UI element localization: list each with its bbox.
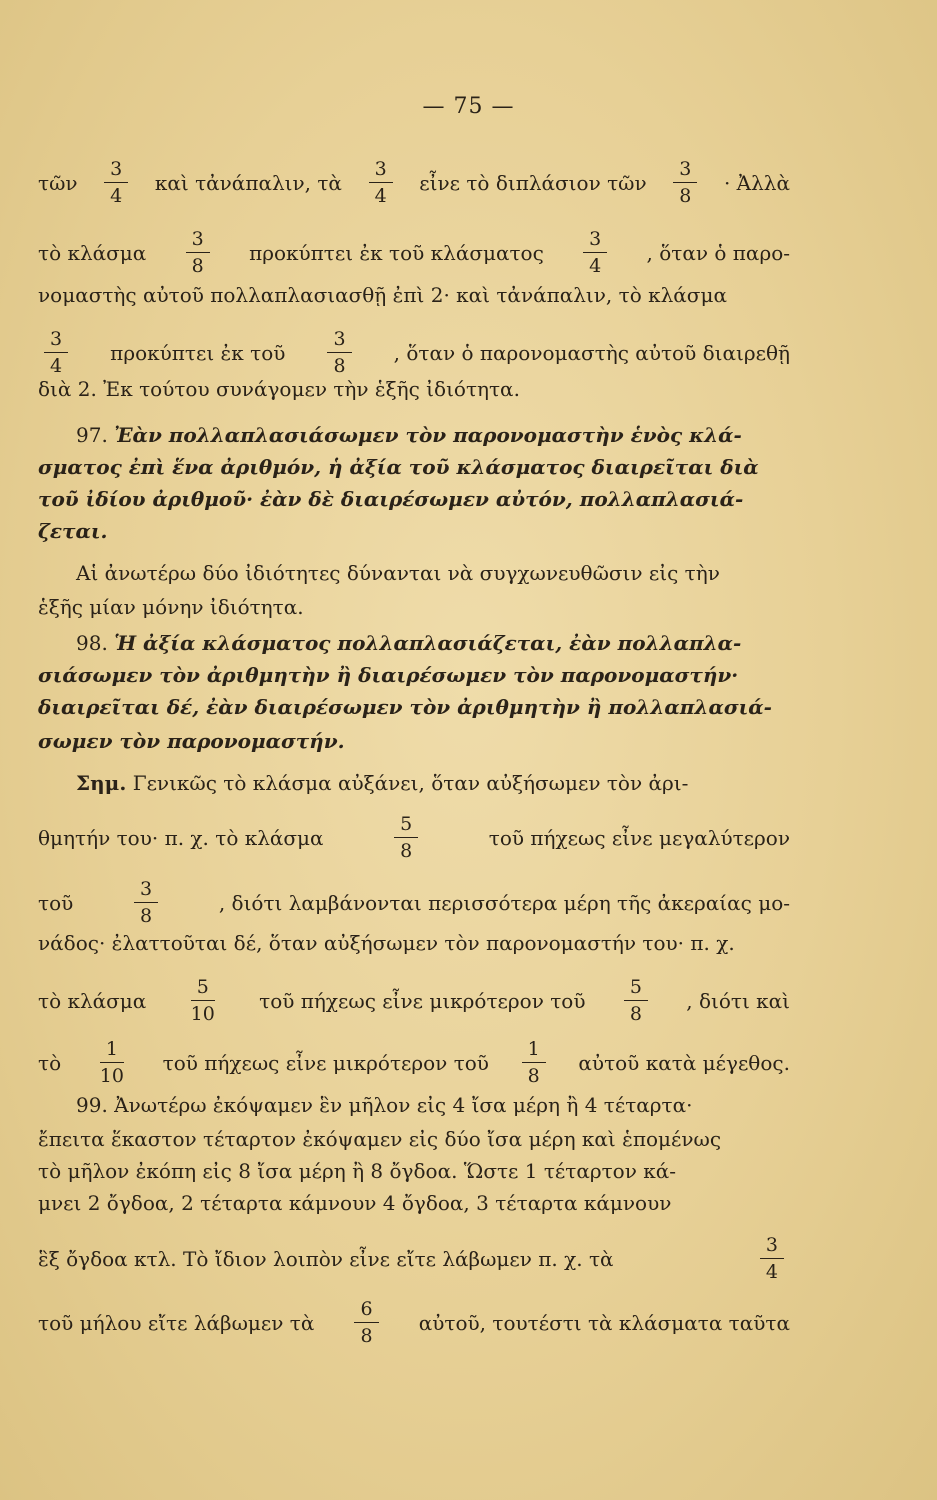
fraction: $\frac{6}{8}$ <box>354 1300 378 1346</box>
page-number: — 75 — <box>422 94 515 119</box>
text: αὐτοῦ, τουτέστι τὰ κλάσματα ταῦτα <box>418 1311 790 1335</box>
text: τοῦ μήλου εἴτε λάβωμεν τὰ <box>38 1311 315 1335</box>
text-line-22 <box>38 1090 790 1120</box>
text: τοῦ πήχεως εἶνε μικρότερον τοῦ <box>162 1051 489 1075</box>
fraction: $\frac{3}{4}$ <box>760 1236 784 1282</box>
fraction: $\frac{3}{8}$ <box>673 160 697 206</box>
text: τὸ κλάσμα <box>38 989 147 1013</box>
fraction: $\frac{5}{10}$ <box>190 976 215 1025</box>
text-line-4 <box>38 330 790 376</box>
fraction: $\frac{5}{8}$ <box>394 815 418 861</box>
text: · Ἀλλὰ <box>723 171 790 195</box>
text-line-18 <box>38 880 790 926</box>
text: , διότι λαμβάνονται περισσότερα μέρη τῆς ἀκεραίας μο- <box>218 891 790 915</box>
text: , ὅταν ὁ παρονομαστὴς αὐτοῦ διαιρεθῇ <box>393 341 790 365</box>
text-line-23: ἔπειτα ἕκαστον τέταρτον ἐκόψαμεν εἰς δύο ἴσα μέρη καὶ ἑπομένως <box>38 1127 722 1151</box>
text: Γενικῶς τὸ κλάσμα αὐξάνει, ὅταν αὐξήσωμεν τὸν ἀρι- <box>132 771 689 795</box>
text-line-20 <box>38 978 790 1024</box>
text: τοῦ <box>38 891 74 915</box>
text: τὸ κλάσμα <box>38 241 147 265</box>
text-line-9: ζεται. <box>38 519 108 543</box>
text-line-19: νάδος· ἐλαττοῦται δέ, ὅταν αὐξήσωμεν τὸν παρονομαστήν του· π. χ. <box>38 931 735 955</box>
fraction: $\frac{3}{4}$ <box>583 230 607 276</box>
text: τοῦ πήχεως εἶνε μεγαλύτερον <box>488 826 790 850</box>
text-line-25: μνει 2 ὄγδοα, 2 τέταρτα κάμνουν 4 ὄγδοα, 3 τέταρτα κάμνουν <box>38 1191 672 1215</box>
fraction: $\frac{5}{8}$ <box>624 978 648 1024</box>
text: τοῦ πήχεως εἶνε μικρότερον τοῦ <box>259 989 586 1013</box>
text: προκύπτει ἐκ τοῦ κλάσματος <box>249 241 544 265</box>
fraction: $\frac{3}{8}$ <box>134 880 158 926</box>
text-line-17 <box>38 815 790 861</box>
text: εἶνε τὸ διπλάσιον τῶν <box>419 171 647 195</box>
text: Αἱ ἀνωτέρω δύο ἰδιότητες δύνανται νὰ συγχωνευθῶσιν εἰς τὴν <box>76 561 720 585</box>
fraction: $\frac{1}{10}$ <box>99 1038 124 1087</box>
rule-text: Ἐὰν πολλαπλασιάσωμεν τὸν παρονομαστὴν ἑνὸς κλά- <box>114 423 742 447</box>
text: τὸ <box>38 1051 62 1075</box>
text-line-7: σματος ἐπὶ ἕνα ἀριθμόν, ἡ ἀξία τοῦ κλάσματος διαιρεῖται διὰ <box>38 455 759 479</box>
text-line-3: νομαστὴς αὐτοῦ πολλαπλασιασθῇ ἐπὶ 2· καὶ τἀνάπαλιν, τὸ κλάσμα <box>38 283 727 307</box>
text: ἓξ ὄγδοα κτλ. Τὸ ἴδιον λοιπὸν εἶνε εἴτε λάβωμεν π. χ. τὰ <box>38 1247 614 1271</box>
text-line-6 <box>38 420 790 450</box>
text-line-12 <box>38 628 790 658</box>
text-line-10 <box>38 558 790 588</box>
note-label: Σημ. <box>76 771 127 795</box>
fraction: $\frac{3}{8}$ <box>327 330 351 376</box>
text-line-11: ἑξῆς μίαν μόνην ἰδιότητα. <box>38 595 304 619</box>
fraction: $\frac{3}{8}$ <box>186 230 210 276</box>
rule-text: Ἡ ἀξία κλάσματος πολλαπλασιάζεται, ἐὰν πολλαπλα- <box>114 631 742 655</box>
text-line-15: σωμεν τὸν παρονομαστήν. <box>38 729 345 753</box>
text-line-14: διαιρεῖται δέ, ἐὰν διαιρέσωμεν τὸν ἀριθμητὴν ἢ πολλαπλασιά- <box>38 695 772 719</box>
text-line-24: τὸ μῆλον ἐκόπη εἰς 8 ἴσα μέρη ἢ 8 ὄγδοα. Ὥστε 1 τέταρτον κά- <box>38 1159 676 1183</box>
fraction: $\frac{3}{4}$ <box>369 160 393 206</box>
text-line-16 <box>38 768 790 798</box>
text: αὐτοῦ κατὰ μέγεθος. <box>578 1051 790 1075</box>
text: προκύπτει ἐκ τοῦ <box>110 341 286 365</box>
fraction: $\frac{3}{4}$ <box>44 330 68 376</box>
text: , διότι καὶ <box>686 989 790 1013</box>
paragraph-number: 98. <box>76 631 108 655</box>
text: 99. Ἀνωτέρω ἐκόψαμεν ἓν μῆλον εἰς 4 ἴσα μέρη ἢ 4 τέταρτα· <box>76 1093 693 1117</box>
text-line-27 <box>38 1300 790 1346</box>
text-line-13: σιάσωμεν τὸν ἀριθμητὴν ἢ διαιρέσωμεν τὸν παρονομαστήν· <box>38 663 739 687</box>
text: καὶ τἀνάπαλιν, τὰ <box>154 171 342 195</box>
text-line-21 <box>38 1040 790 1086</box>
paragraph-number: 97. <box>76 423 108 447</box>
fraction: $\frac{3}{4}$ <box>104 160 128 206</box>
text: θμητήν του· π. χ. τὸ κλάσμα <box>38 826 324 850</box>
text: , ὅταν ὁ παρο- <box>646 241 790 265</box>
text: τῶν <box>38 171 78 195</box>
text-line-5: διὰ 2. Ἐκ τούτου συνάγομεν τὴν ἑξῆς ἰδιότητα. <box>38 377 520 401</box>
fraction: $\frac{1}{8}$ <box>522 1040 546 1086</box>
text-line-8: τοῦ ἰδίου ἀριθμοῦ· ἐὰν δὲ διαιρέσωμεν αὐτόν, πολλαπλασιά- <box>38 487 744 511</box>
text-line-2 <box>38 230 790 276</box>
text-line-26 <box>38 1236 790 1282</box>
text-line-1 <box>38 160 790 206</box>
